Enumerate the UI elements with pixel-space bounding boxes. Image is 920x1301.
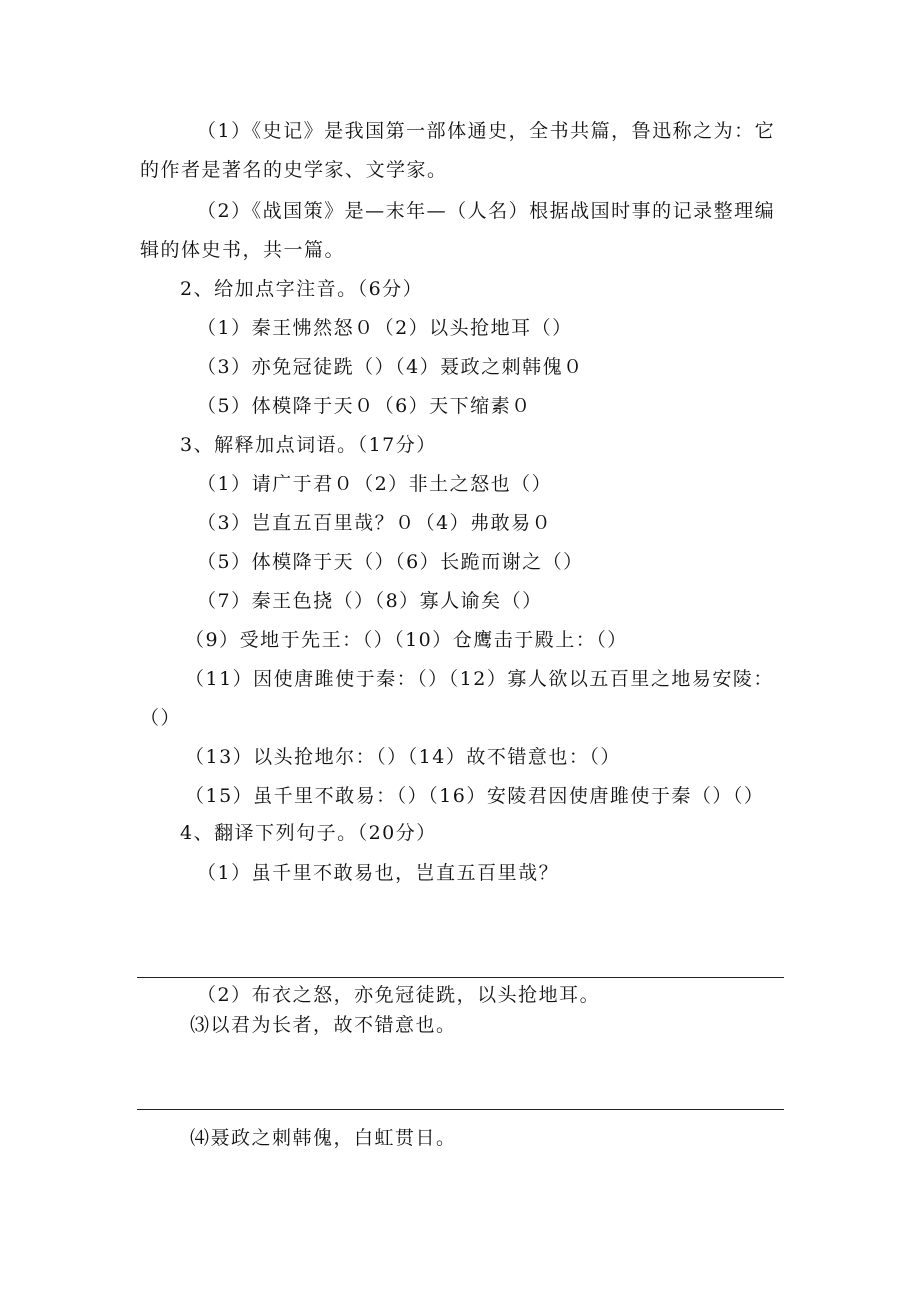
s3-row-1: （1）请广于君０（2）非土之怒也（） bbox=[197, 473, 553, 495]
s2-heading: 2、给加点字注音。（6分） bbox=[180, 278, 424, 300]
s2-row-2: （3）亦免冠徒跣（）（4）聂政之刺韩傀０ bbox=[197, 356, 584, 378]
s3-row-2: （3）岂直五百里哉？０（4）弗敢易０ bbox=[197, 512, 553, 534]
s3-row-3: （5）体模降于天（）（6）长跪而谢之（） bbox=[197, 551, 584, 573]
s4-question-1: （1）虽千里不敢易也，岂直五百里哉？ bbox=[197, 862, 560, 884]
s4-question-2: （2）布衣之怒，亦免冠徒跣，以头抢地耳。 bbox=[197, 984, 601, 1006]
s4-heading: 4、翻译下列句子。（20分） bbox=[180, 822, 437, 844]
s4-question-3: ⑶以君为长者，故不错意也。 bbox=[190, 1014, 457, 1036]
s4-question-4: ⑷聂政之刺韩傀，白虹贯日。 bbox=[190, 1127, 457, 1149]
s3-row-6: （11）因使唐雎使于秦：（）（12）寡人欲以五百里之地易安陵： bbox=[185, 668, 774, 690]
s1-item2-line2: 辑的体史书，共一篇。 bbox=[140, 239, 346, 261]
s1-item1-line2: 的作者是著名的史学家、文学家。 bbox=[140, 159, 448, 181]
s2-row-3: （5）体模降于天０（6）天下缩素０ bbox=[197, 395, 532, 417]
s2-row-1: （1）秦王怫然怒０（2）以头抢地耳（） bbox=[197, 317, 573, 339]
s3-row-4: （7）秦王色挠（）（8）寡人谕矣（） bbox=[197, 590, 543, 612]
answer-line-1 bbox=[137, 977, 784, 978]
s1-item1-line1: （1）《史记》是我国第一部体通史，全书共篇，鲁迅称之为：它 bbox=[197, 120, 776, 142]
s3-row-8: （15）虽千里不敢易：（）（16）安陵君因使唐雎使于秦（）（） bbox=[185, 785, 765, 807]
s1-item2-line1: （2）《战国策》是—末年—（人名）根据战国时事的记录整理编 bbox=[197, 200, 776, 222]
s3-row-7: （13）以头抢地尔：（）（14）故不错意也：（） bbox=[185, 746, 621, 768]
answer-line-2 bbox=[137, 1109, 784, 1110]
s3-row-5: （9）受地于先王：（）（10）仓鹰击于殿上：（） bbox=[185, 629, 628, 651]
s3-heading: 3、解释加点词语。（17分） bbox=[180, 434, 437, 456]
s3-row-6-cont: （） bbox=[140, 707, 182, 729]
